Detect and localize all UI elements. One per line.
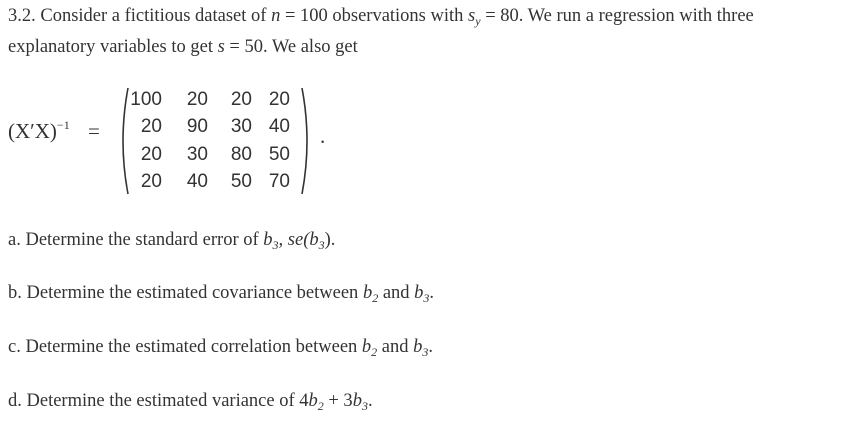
matrix-lhs: $(X'X)^{-1}$: [8, 118, 70, 143]
intro-line-1: [8, 6, 754, 27]
matrix-cell: 40: [268, 116, 290, 138]
equals-sign: =: [88, 119, 100, 143]
matrix-cell: 30: [186, 143, 208, 165]
matrix-period: .: [320, 124, 326, 148]
right-paren: [300, 86, 314, 196]
intro-line-2: [8, 37, 358, 58]
left-paren: [116, 86, 130, 196]
s-symbol: s: [217, 37, 225, 57]
sy-value: = 80. We run a regression with three: [485, 6, 754, 26]
matrix-cell: 80: [230, 143, 252, 165]
matrix-equation: [8, 86, 348, 196]
question-d: d. Determine the estimated variance of $4b_2 + 3b_3$.: [8, 391, 373, 413]
intro-text: 3.2. Consider a fictitious dataset of: [8, 6, 267, 26]
n-value: = 100 observations with: [284, 6, 464, 26]
matrix-cell: 40: [186, 171, 208, 193]
matrix-cell: 30: [230, 116, 252, 138]
matrix-cell: 20: [140, 171, 162, 193]
sy-symbol: $s_y$: [468, 6, 481, 28]
matrix-cell: 70: [268, 171, 290, 193]
matrix-cell: 20: [268, 88, 290, 110]
question-a: a. Determine the standard error of $b_3$, $se(b_3)$.: [8, 230, 336, 252]
matrix-cell: 100: [130, 88, 162, 110]
n-symbol: n: [271, 6, 281, 26]
matrix-cell: 20: [230, 88, 252, 110]
matrix-cell: 20: [140, 143, 162, 165]
question-b: b. Determine the estimated covariance between $b_2$ and $b_3$.: [8, 283, 435, 305]
matrix-grid: [130, 86, 296, 196]
matrix-cell: 20: [140, 116, 162, 138]
matrix-cell: 20: [186, 88, 208, 110]
matrix-cell: 50: [230, 171, 252, 193]
s-value: = 50. We also get: [229, 37, 358, 57]
intro-text: explanatory variables to get: [8, 37, 213, 57]
matrix-cell: 90: [186, 116, 208, 138]
question-c: c. Determine the estimated correlation between $b_2$ and $b_3$.: [8, 337, 434, 359]
matrix-cell: 50: [268, 143, 290, 165]
